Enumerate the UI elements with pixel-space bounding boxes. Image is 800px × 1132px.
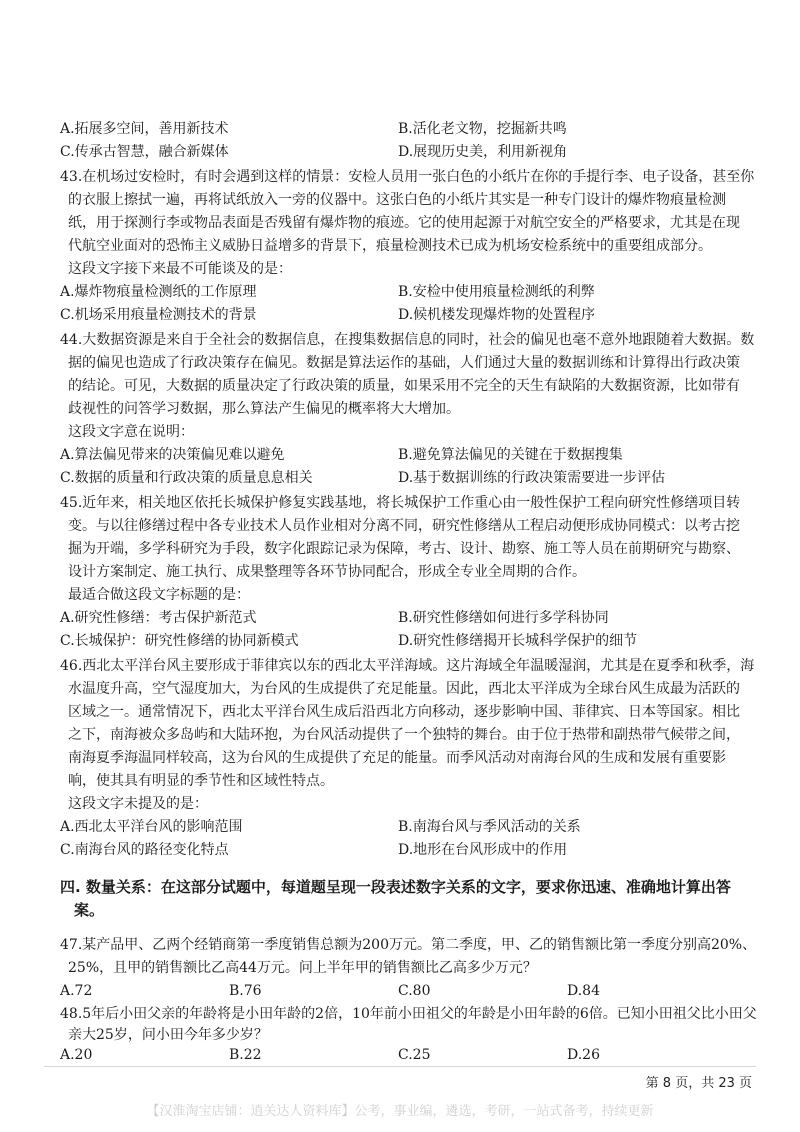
option-a: A.拓展多空间，善用新技术 bbox=[60, 121, 229, 137]
section-heading: 四. 数量关系：在这部分试题中，每道题呈现一段表述数字关系的文字，要求你迅速、准确地计算出答 bbox=[60, 878, 731, 896]
q46-text-line: 南海夏季海温同样较高，这为台风的生成提供了充足的能量。而季风活动对南海台风的生成和发展有重要影 bbox=[68, 750, 726, 766]
q43-option-c: C.机场采用痕量检测技术的背景 bbox=[60, 307, 257, 323]
q43-question: 这段文字接下来最不可能谈及的是： bbox=[68, 261, 292, 277]
q44-option-b: B.避免算法偏见的关键在于数据搜集 bbox=[398, 447, 623, 463]
q46-option-a: A.西北太平洋台风的影响范围 bbox=[60, 819, 243, 835]
q44-text-line: 44.大数据资源是来自于全社会的数据信息，在搜集数据信息的同时，社会的偏见也毫不意外地跟随着大数据。数 bbox=[60, 332, 755, 348]
q43-option-d: D.候机楼发现爆炸物的处置程序 bbox=[398, 307, 596, 323]
q43-text-line: 代航空业面对的恐怖主义威胁日益增多的背景下，痕量检测技术已成为机场安检系统中的重要组成部分。 bbox=[68, 238, 712, 254]
q45-text-line: 变。与以往修缮过程中各专业技术人员作业相对分离不同，研究性修缮从工程启动便形成协同模式：以考古挖 bbox=[68, 518, 740, 534]
q43-option-a: A.爆炸物痕量检测纸的工作原理 bbox=[60, 284, 257, 300]
q45-option-a: A.研究性修缮：考古保护新范式 bbox=[60, 610, 257, 626]
option-b: B.活化老文物，挖掘新共鸣 bbox=[398, 121, 567, 137]
q43-text-line: 43.在机场过安检时，有时会遇到这样的情景：安检人员用一张白色的小纸片在你的手提行李、电子设备，甚至你 bbox=[60, 169, 755, 185]
q43-text-line: 的衣服上擦拭一遍，再将试纸放入一旁的仪器中。这张白色的小纸片其实是一种专门设计的爆炸物痕量检测 bbox=[68, 192, 726, 208]
option-d: D.展现历史美，利用新视角 bbox=[398, 144, 568, 160]
footer-divider bbox=[44, 1066, 756, 1067]
q44-question: 这段文字意在说明： bbox=[68, 424, 194, 440]
q46-text-line: 46.西北太平洋台风主要形成于菲律宾以东的西北太平洋海域。这片海域全年温暖湿润，尤其是在夏季和秋季，海 bbox=[60, 658, 755, 674]
q46-text-line: 水温度升高，空气湿度加大，为台风的生成提供了充足能量。因此，西北太平洋成为全球台风生成最为活跃的 bbox=[68, 681, 740, 697]
q44-text-line: 歧视性的问答学习数据，那么算法产生偏见的概率将大大增加。 bbox=[68, 401, 460, 417]
page-number: 第 8 页，共 23 页 bbox=[645, 1076, 752, 1091]
q45-question: 最适合做这段文字标题的是： bbox=[68, 587, 250, 603]
q46-text-line: 响，使其具有明显的季节性和区域性特点。 bbox=[68, 773, 334, 789]
q48-option-d: D.26 bbox=[567, 1047, 600, 1063]
q45-text-line: 掘为开端，多学科研究为手段，数字化跟踪记录为保障，考古、设计、勘察、施工等人员在前期研究与勘察、 bbox=[68, 541, 740, 557]
q44-option-c: C.数据的质量和行政决策的质量息息相关 bbox=[60, 470, 313, 486]
q47-text-line: 47.某产品甲、乙两个经销商第一季度销售总额为200万元。第二季度，甲、乙的销售额比第一季度分别高20%、 bbox=[60, 937, 757, 953]
section-heading-cont: 案。 bbox=[74, 901, 105, 919]
q47-text-line: 25%，且甲的销售额比乙高44万元。问上半年甲的销售额比乙高多少万元？ bbox=[68, 960, 537, 976]
q48-text-line: 48.5年后小田父亲的年龄将是小田年龄的2倍，10年前小田祖父的年龄是小田年龄的6倍。已知小田祖父比小田父 bbox=[60, 1006, 757, 1022]
q44-text-line: 据的偏见也造成了行政决策存在偏见。数据是算法运作的基础，人们通过大量的数据训练和计算得出行政决策 bbox=[68, 355, 740, 371]
q44-option-d: D.基于数据训练的行政决策需要进一步评估 bbox=[398, 470, 666, 486]
q47-option-d: D.84 bbox=[567, 983, 600, 999]
q47-option-b: B.76 bbox=[229, 983, 262, 999]
q44-option-a: A.算法偏见带来的决策偏见难以避免 bbox=[60, 447, 285, 463]
q45-option-b: B.研究性修缮如何进行多学科协同 bbox=[398, 610, 609, 626]
q43-text-line: 纸，用于探测行李或物品表面是否残留有爆炸物的痕迹。它的使用起源于对航空安全的严格要求，尤其是在现 bbox=[68, 215, 740, 231]
option-c: C.传承古智慧，融合新媒体 bbox=[60, 144, 229, 160]
q45-option-d: D.研究性修缮揭开长城科学保护的细节 bbox=[398, 633, 638, 649]
q46-text-line: 之下，南海被众多岛屿和大陆环抱，为台风活动提供了一个独特的舞台。由于位于热带和副热带气候带之间， bbox=[68, 727, 740, 743]
q43-option-b: B.安检中使用痕量检测纸的利弊 bbox=[398, 284, 595, 300]
q45-text-line: 设计方案制定、施工执行、成果整理等各环节协同配合，形成全专业全周期的合作。 bbox=[68, 564, 586, 580]
q47-option-a: A.72 bbox=[60, 983, 93, 999]
q48-text-line: 亲大25岁，问小田今年多少岁？ bbox=[68, 1027, 268, 1043]
q47-option-c: C.80 bbox=[398, 983, 431, 999]
q46-text-line: 区域之一。通常情况下，西北太平洋台风生成后沿西北方向移动，逐步影响中国、菲律宾、日本等国家。相比 bbox=[68, 704, 740, 720]
q46-option-d: D.地形在台风形成中的作用 bbox=[398, 842, 568, 858]
q44-text-line: 的结论。可见，大数据的质量决定了行政决策的质量，如果采用不完全的天生有缺陷的大数据资源，比如带有 bbox=[68, 378, 740, 394]
q48-option-a: A.20 bbox=[60, 1047, 93, 1063]
watermark: 【汉淮淘宝店铺：逍关达人资料库】公考，事业编，遴选，考研，一站式备考，持续更新 bbox=[146, 1104, 654, 1119]
q46-option-c: C.南海台风的路径变化特点 bbox=[60, 842, 229, 858]
q48-option-b: B.22 bbox=[229, 1047, 262, 1063]
q48-option-c: C.25 bbox=[398, 1047, 431, 1063]
q45-option-c: C.长城保护：研究性修缮的协同新模式 bbox=[60, 633, 299, 649]
q45-text-line: 45.近年来，相关地区依托长城保护修复实践基地，将长城保护工作重心由一般性保护工程向研究性修缮项目转 bbox=[60, 495, 741, 511]
q46-option-b: B.南海台风与季风活动的关系 bbox=[398, 819, 581, 835]
q46-question: 这段文字未提及的是： bbox=[68, 796, 208, 812]
